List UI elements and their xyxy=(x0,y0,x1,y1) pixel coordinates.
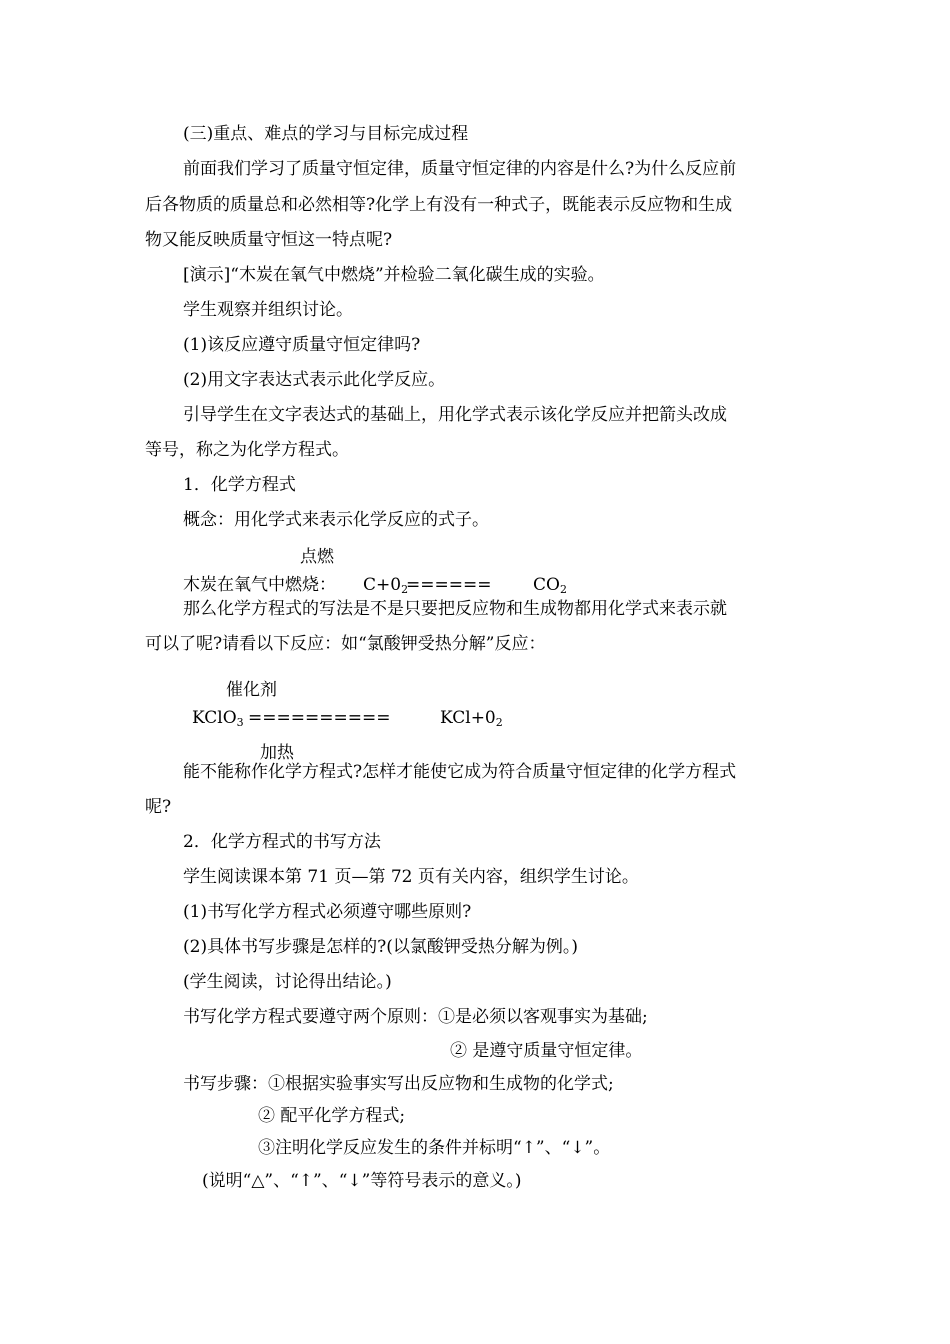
read-line: 学生阅读课本第 71 页—第 72 页有关内容，组织学生讨论。 xyxy=(183,867,639,887)
step-1-line: 书写步骤：①根据实验事实写出反应物和生成物的化学式; xyxy=(183,1074,614,1094)
eq2-catalyst: 催化剂 xyxy=(226,680,277,700)
question-a-line-1: 那么化学方程式的写法是不是只要把反应物和生成物都用化学式来表示就 xyxy=(183,599,727,619)
observe-line: 学生观察并组织讨论。 xyxy=(183,300,353,320)
guide-line-1: 引导学生在文字表达式的基础上，用化学式表示该化学反应并把箭头改成 xyxy=(183,405,727,425)
question-4: (2)具体书写步骤是怎样的?(以氯酸钾受热分解为例。) xyxy=(183,937,578,957)
principles-line: 书写化学方程式要遵守两个原则：①是必须以客观事实为基础; xyxy=(183,1007,648,1027)
step-3-line: ③注明化学反应发生的条件并标明“↑”、“↓”。 xyxy=(258,1138,611,1158)
eq2-right: $KCl+0_2$ xyxy=(440,708,503,729)
eq1-condition: 点燃 xyxy=(300,547,334,567)
demo-line: [演示]“木炭在氧气中燃烧”并检验二氧化碳生成的实验。 xyxy=(183,265,605,285)
eq1-left: $C+0_2$ xyxy=(363,575,409,596)
eq2-heat: 加热 xyxy=(260,743,294,763)
concept-line: 概念：用化学式来表示化学反应的式子。 xyxy=(183,510,489,530)
question-2: (2)用文字表达式表示此化学反应。 xyxy=(183,370,446,390)
question-3: (1)书写化学方程式必须遵守哪些原则? xyxy=(183,902,472,922)
intro-line-3: 物又能反映质量守恒这一特点呢? xyxy=(145,230,393,250)
note-line: (说明“△”、“↑”、“↓”等符号表示的意义。) xyxy=(202,1171,522,1191)
guide-line-2: 等号，称之为化学方程式。 xyxy=(145,440,349,460)
question-a-line-2: 可以了呢?请看以下反应：如“氯酸钾受热分解”反应： xyxy=(145,634,546,654)
step-2-line: ② 配平化学方程式; xyxy=(258,1106,406,1126)
eq1-label: 木炭在氧气中燃烧： xyxy=(183,575,336,595)
heading-chemical-equation: 1．化学方程式 xyxy=(183,475,296,495)
principle-2-line: ② 是遵守质量守恒定律。 xyxy=(450,1041,643,1061)
question-b-line-2: 呢? xyxy=(145,797,172,817)
eq2-left: KClO$_3$ xyxy=(192,708,244,729)
eq1-product: $CO_2$ xyxy=(533,575,567,596)
eq2-sign: ========== xyxy=(248,708,391,728)
eq1-sign: ====== xyxy=(406,575,492,595)
intro-line-2: 后各物质的质量总和必然相等?化学上有没有一种式子，既能表示反应物和生成 xyxy=(145,195,733,215)
question-1: (1)该反应遵守质量守恒定律吗? xyxy=(183,335,421,355)
conclude-line: (学生阅读，讨论得出结论。) xyxy=(183,972,392,992)
question-b-line-1: 能不能称作化学方程式?怎样才能使它成为符合质量守恒定律的化学方程式 xyxy=(183,762,737,782)
intro-line-1: 前面我们学习了质量守恒定律，质量守恒定律的内容是什么?为什么反应前 xyxy=(183,159,737,179)
section-title: (三)重点、难点的学习与目标完成过程 xyxy=(183,124,469,144)
heading-writing-method: 2．化学方程式的书写方法 xyxy=(183,832,381,852)
